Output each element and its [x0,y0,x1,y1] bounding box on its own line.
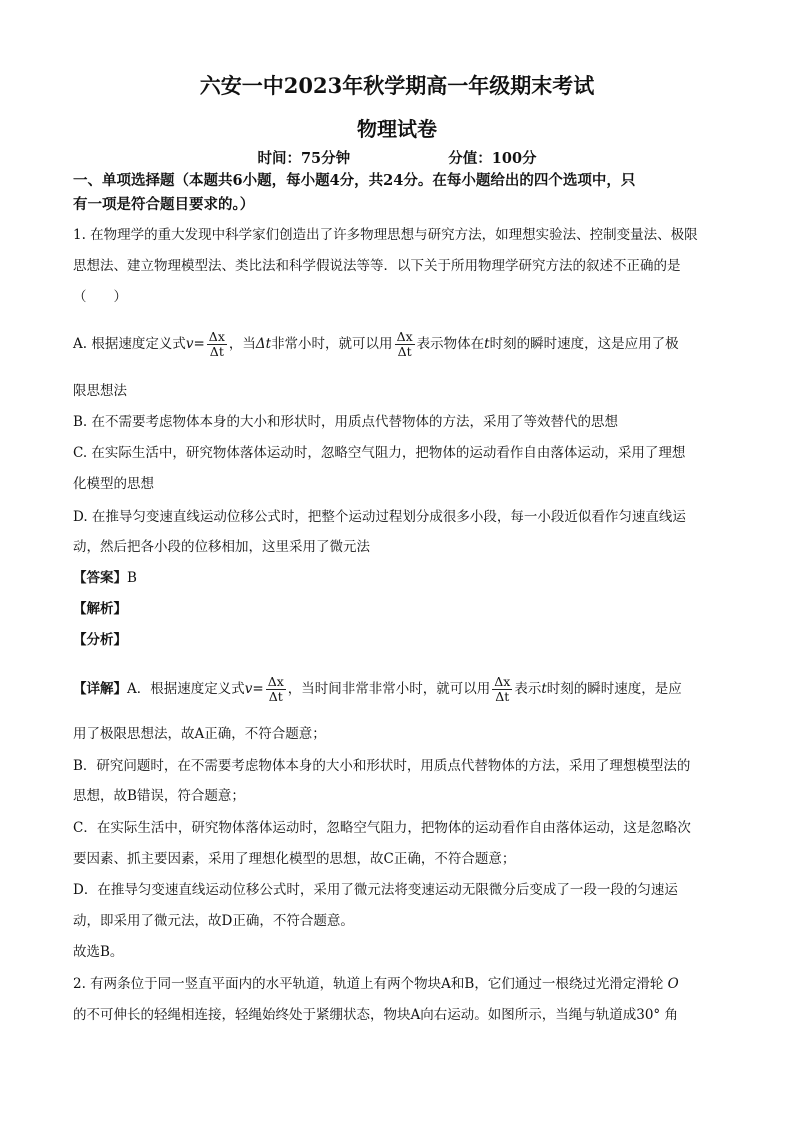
section-heading-cont: 有一项是符合题目要求的。） [73,196,255,213]
detail-c: C．在实际生活中，研究物体落体运动时，忽略空气阻力，把物体的运动看作自由落体运动，这是忽略次 [73,820,691,836]
fenxi-label: 【分析】 [73,632,127,648]
section-heading: 一、单项选择题（本题共6小题，每小题4分，共24分。在每小题给出的四个选项中，只 [73,172,636,189]
exam-time: 时间：75分钟 [257,150,351,167]
q1-answer-blank: （ ） [73,289,127,305]
q2-stem: 2. 有两条位于同一竖直平面内的水平轨道，轨道上有两个物块A和B，它们通过一根绕过光滑定滑轮 O [73,976,679,992]
detail-b-cont: 思想，故B错误，符合题意； [73,788,245,804]
detail-label: 【详解】 [73,681,127,697]
fraction-dx-dt: $\frac{\Delta x}{\Delta t}$ [396,329,413,359]
q1-stem-cont: 思想法、建立物理模型法、类比法和科学假说法等等．以下关于所用物理学研究方法的叙述不正确的是 [73,258,681,274]
q1-option-b: B. 在不需要考虑物体本身的大小和形状时，用质点代替物体的方法，采用了等效替代的思想 [73,414,619,430]
fraction-dx-dt: $\frac{\Delta x}{\Delta t}$ [267,674,284,704]
q1-option-c: C. 在实际生活中，研究物体落体运动时，忽略空气阻力，把物体的运动看作自由落体运动，采用了理想 [73,445,686,461]
q1-option-a-cont: 限思想法 [73,383,127,399]
analysis-label: 【解析】 [73,601,127,617]
q1-option-a: A. 根据速度定义式v= $\frac{\Delta x}{\Delta t}$ ，当Δt非常小时，就可以用 $\frac{\Delta x}{\Delta t}$ 表示物体在t时刻的瞬时速度，这是应用了极 [73,329,679,359]
answer-line [73,568,137,588]
q1-option-d: D. 在推导匀变速直线运动位移公式时，把整个运动过程划分成很多小段，每一小段近似看作匀速直线运 [73,509,686,525]
conclusion: 故选B。 [73,944,124,960]
detail-d: D．在推导匀变速直线运动位移公式时，采用了微元法将变速运动无限微分后变成了一段一段的匀速运 [73,882,678,898]
fraction-dx-dt: $\frac{\Delta x}{\Delta t}$ [208,329,225,359]
exam-score: 分值：100分 [448,150,537,167]
detail-a-cont: 用了极限思想法，故A正确，不符合题意； [73,726,326,742]
detail-d-cont: 动，即采用了微元法，故D正确，不符合题意。 [73,913,354,929]
exam-meta [0,147,794,168]
q1-option-c-cont: 化模型的思想 [73,476,154,492]
answer-value: B [127,570,137,586]
q1-option-d-cont: 动，然后把各小段的位移相加，这里采用了微元法 [73,539,370,555]
exam-title: 六安一中2023年秋学期高一年级期末考试 [199,73,595,98]
answer-label: 【答案】 [73,570,127,586]
exam-subtitle: 物理试卷 [357,117,437,141]
detail-c-cont: 要因素、抓主要因素，采用了理想化模型的思想，故C正确，不符合题意； [73,851,516,867]
detail-b: B．研究问题时，在不需要考虑物体本身的大小和形状时，用质点代替物体的方法，采用了理想模型法的 [73,758,691,774]
detail-a: 【详解】A．根据速度定义式v= $\frac{\Delta x}{\Delta t}$ ，当时间非常非常小时，就可以用 $\frac{\Delta x}{\Delta t}$ 表示t时刻的瞬时速度，是应 [73,674,682,704]
q2-stem-cont: 的不可伸长的轻绳相连接，轻绳始终处于紧绷状态，物块A向右运动。如图所示，当绳与轨道成30° 角 [73,1007,678,1023]
fraction-dx-dt: $\frac{\Delta x}{\Delta t}$ [494,674,511,704]
q1-stem: 1. 在物理学的重大发现中科学家们创造出了许多物理思想与研究方法，如理想实验法、控制变量法、极限 [73,227,698,243]
